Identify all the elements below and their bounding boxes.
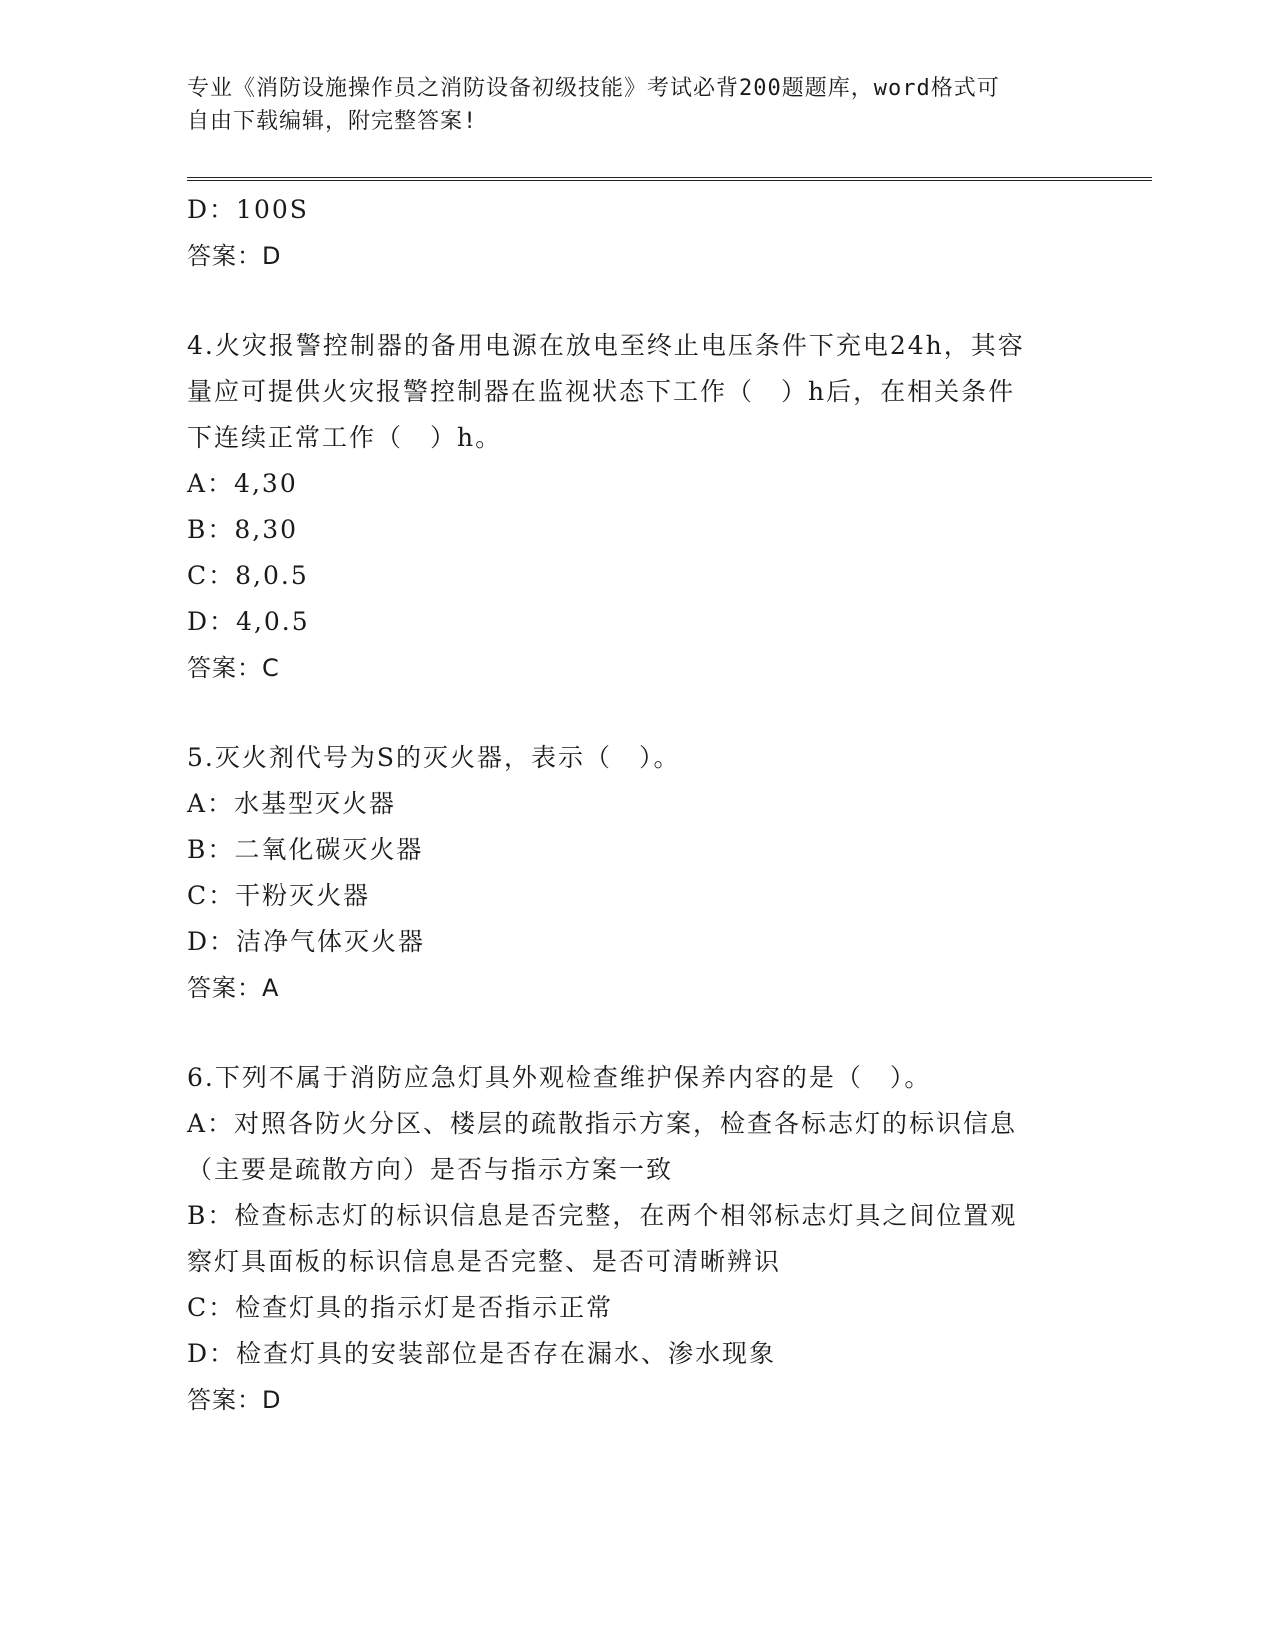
option-d: D：检查灯具的安装部位是否存在漏水、渗水现象 bbox=[187, 1339, 777, 1368]
question-list bbox=[187, 187, 1107, 1423]
option-d: D：4,0.5 bbox=[187, 607, 310, 636]
question-stem-line: 5.灭火剂代号为S的灭火器，表示（ ）。 bbox=[187, 743, 681, 772]
option-a-continued: （主要是疏散方向）是否与指示方案一致 bbox=[187, 1155, 674, 1184]
question-stem-line: 4.火灾报警控制器的备用电源在放电至终止电压条件下充电24h，其容 bbox=[187, 331, 1025, 360]
option-b: B：8,30 bbox=[187, 515, 299, 544]
option-c: C：8,0.5 bbox=[187, 561, 309, 590]
option-d-continued: D：100S bbox=[187, 195, 309, 224]
option-a: A：4,30 bbox=[187, 469, 298, 498]
answer-continued: 答案：D bbox=[187, 242, 282, 270]
option-a: A：对照各防火分区、楼层的疏散指示方案，检查各标志灯的标识信息 bbox=[187, 1109, 1018, 1138]
header-line-1: 专业《消防设施操作员之消防设备初级技能》考试必背200题题库，word格式可 bbox=[187, 76, 1000, 101]
option-c: C：检查灯具的指示灯是否指示正常 bbox=[187, 1293, 614, 1322]
question-5 bbox=[187, 735, 1107, 1011]
answer: 答案：C bbox=[187, 654, 280, 682]
header-divider bbox=[187, 177, 1152, 181]
question-6 bbox=[187, 1055, 1107, 1423]
question-stem-line: 量应可提供火灾报警控制器在监视状态下工作（ ）h后，在相关条件 bbox=[187, 377, 1016, 406]
option-b-continued: 察灯具面板的标识信息是否完整、是否可清晰辨识 bbox=[187, 1247, 782, 1276]
question-stem-line: 下连续正常工作（ ）h。 bbox=[187, 423, 503, 452]
answer: 答案：A bbox=[187, 974, 280, 1002]
answer: 答案：D bbox=[187, 1386, 282, 1414]
page-header bbox=[187, 72, 1067, 138]
option-c: C：干粉灭火器 bbox=[187, 881, 371, 910]
question-stem-line: 6.下列不属于消防应急灯具外观检查维护保养内容的是（ ）。 bbox=[187, 1063, 932, 1092]
option-d: D：洁净气体灭火器 bbox=[187, 927, 426, 956]
header-line-2: 自由下载编辑，附完整答案! bbox=[187, 109, 478, 134]
option-b: B：检查标志灯的标识信息是否完整，在两个相邻标志灯具之间位置观 bbox=[187, 1201, 1018, 1230]
option-b: B：二氧化碳灭火器 bbox=[187, 835, 424, 864]
question-4 bbox=[187, 323, 1107, 691]
option-a: A：水基型灭火器 bbox=[187, 789, 397, 818]
